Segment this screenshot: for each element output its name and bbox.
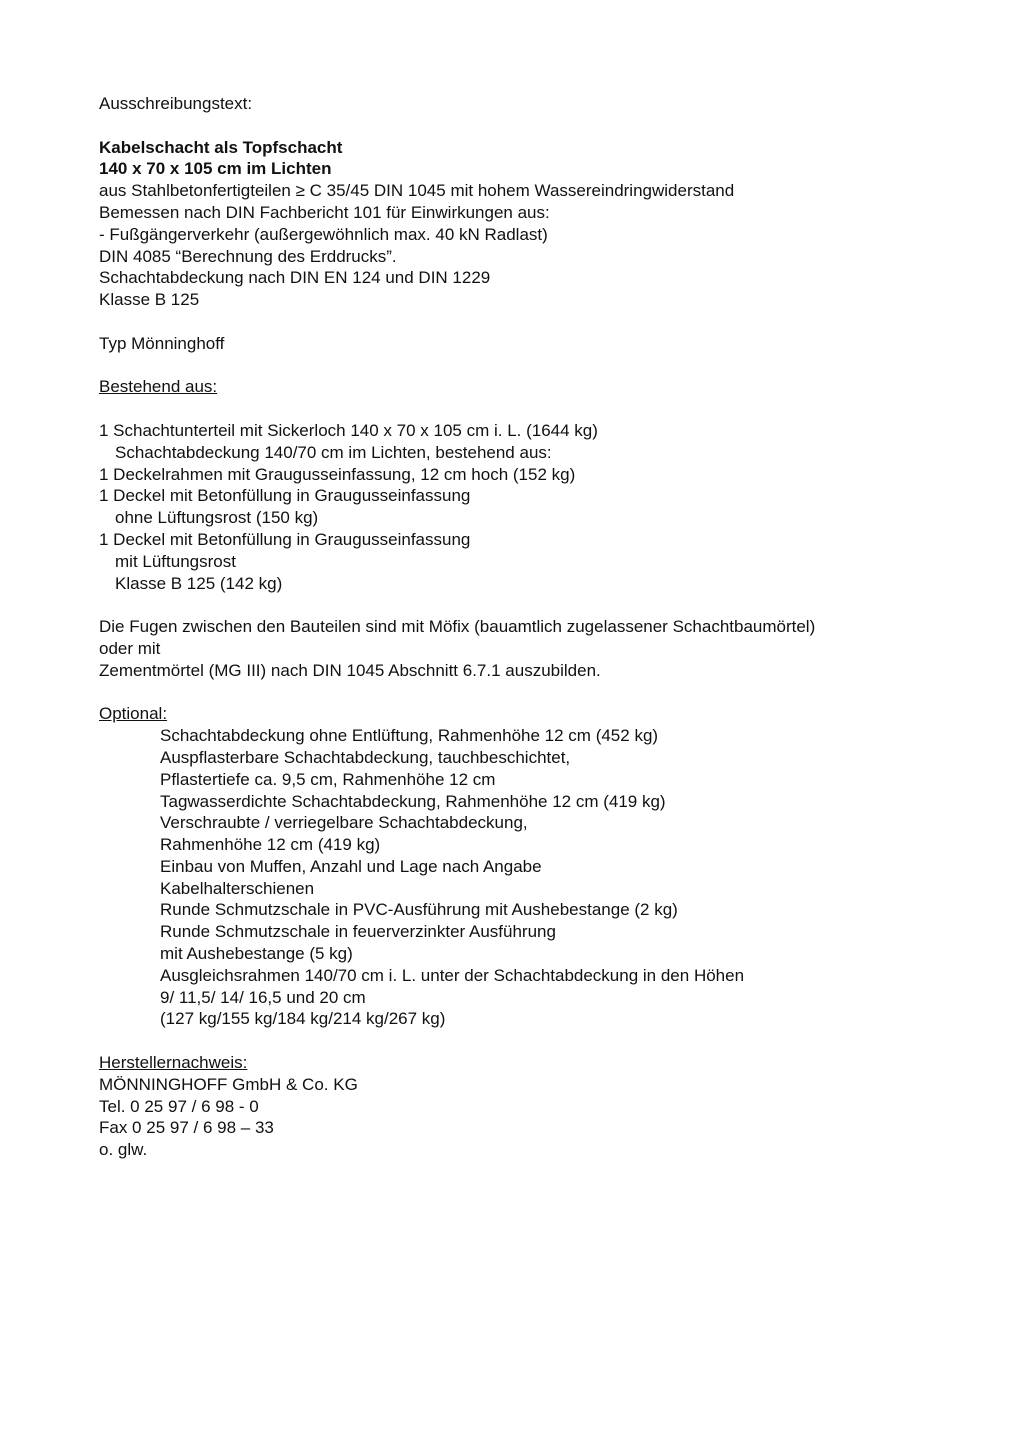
joint-line: Zementmörtel (MG III) nach DIN 1045 Abschnitt 6.7.1 auszubilden. bbox=[99, 660, 601, 680]
composition-heading: Bestehend aus: bbox=[99, 377, 218, 397]
manufacturer-heading: Herstellernachweis: bbox=[99, 1053, 248, 1073]
optional-line: Schachtabdeckung ohne Entlüftung, Rahmenhöhe 12 cm (452 kg) bbox=[160, 726, 659, 746]
document-subtitle: 140 x 70 x 105 cm im Lichten bbox=[99, 159, 332, 179]
spacer bbox=[99, 115, 979, 137]
spacer bbox=[99, 355, 979, 377]
spec-line: DIN 4085 “Berechnung des Erddrucks”. bbox=[99, 246, 397, 266]
optional-line: Pflastertiefe ca. 9,5 cm, Rahmenhöhe 12 cm bbox=[160, 769, 496, 789]
type-line: Typ Mönninghoff bbox=[99, 333, 225, 353]
spec-line: Schachtabdeckung nach DIN EN 124 und DIN 1229 bbox=[99, 268, 491, 288]
optional-line: Einbau von Muffen, Anzahl und Lage nach Angabe bbox=[160, 856, 542, 876]
optional-heading: Optional: bbox=[99, 704, 168, 724]
manufacturer-line: MÖNNINGHOFF GmbH & Co. KG bbox=[99, 1074, 358, 1094]
spec-line: Klasse B 125 bbox=[99, 290, 200, 310]
intro-label: Ausschreibungstext: bbox=[99, 94, 253, 113]
spec-line: Bemessen nach DIN Fachbericht 101 für Einwirkungen aus: bbox=[99, 202, 550, 222]
spacer bbox=[99, 311, 979, 333]
spacer bbox=[99, 398, 979, 420]
spacer bbox=[99, 1030, 979, 1052]
document-title: Kabelschacht als Topfschacht bbox=[99, 137, 343, 157]
optional-line: Kabelhalterschienen bbox=[160, 878, 315, 898]
composition-line: 1 Deckel mit Betonfüllung in Graugusseinfassung bbox=[99, 486, 471, 506]
optional-line: Ausgleichsrahmen 140/70 cm i. L. unter der Schachtabdeckung in den Höhen bbox=[160, 965, 745, 985]
composition-line: 1 Deckel mit Betonfüllung in Graugusseinfassung bbox=[99, 529, 471, 549]
optional-line: 9/ 11,5/ 14/ 16,5 und 20 cm bbox=[160, 987, 366, 1007]
optional-line: Rahmenhöhe 12 cm (419 kg) bbox=[160, 835, 381, 855]
spec-line: - Fußgängerverkehr (außergewöhnlich max. 40 kN Radlast) bbox=[99, 224, 548, 244]
composition-line: Klasse B 125 (142 kg) bbox=[115, 573, 283, 593]
spec-line: aus Stahlbetonfertigteilen ≥ C 35/45 DIN 1045 mit hohem Wassereindringwiderstand bbox=[99, 181, 735, 201]
joint-line: Die Fugen zwischen den Bauteilen sind mit Möfix (bauamtlich zugelassener Schachtbaumörtel) bbox=[99, 617, 816, 637]
joint-line: oder mit bbox=[99, 638, 161, 658]
optional-line: Verschraubte / verriegelbare Schachtabdeckung, bbox=[160, 813, 528, 833]
optional-line: mit Aushebestange (5 kg) bbox=[160, 944, 353, 964]
optional-line: Runde Schmutzschale in feuerverzinkter Ausführung bbox=[160, 922, 556, 942]
optional-line: Tagwasserdichte Schachtabdeckung, Rahmenhöhe 12 cm (419 kg) bbox=[160, 791, 666, 811]
spacer bbox=[99, 594, 979, 616]
optional-line: Runde Schmutzschale in PVC-Ausführung mit Aushebestange (2 kg) bbox=[160, 900, 678, 920]
manufacturer-line: Fax 0 25 97 / 6 98 – 33 bbox=[99, 1118, 274, 1138]
optional-line: (127 kg/155 kg/184 kg/214 kg/267 kg) bbox=[160, 1009, 446, 1029]
manufacturer-line: Tel. 0 25 97 / 6 98 - 0 bbox=[99, 1096, 259, 1116]
composition-line: 1 Deckelrahmen mit Graugusseinfassung, 12 cm hoch (152 kg) bbox=[99, 464, 576, 484]
manufacturer-line: o. glw. bbox=[99, 1140, 148, 1160]
document-page bbox=[99, 93, 979, 1161]
composition-line: 1 Schachtunterteil mit Sickerloch 140 x 70 x 105 cm i. L. (1644 kg) bbox=[99, 420, 598, 440]
spacer bbox=[99, 682, 979, 704]
composition-line: Schachtabdeckung 140/70 cm im Lichten, bestehend aus: bbox=[115, 442, 552, 462]
composition-line: ohne Lüftungsrost (150 kg) bbox=[115, 508, 319, 528]
optional-line: Auspflasterbare Schachtabdeckung, tauchbeschichtet, bbox=[160, 747, 571, 767]
composition-line: mit Lüftungsrost bbox=[115, 551, 236, 571]
